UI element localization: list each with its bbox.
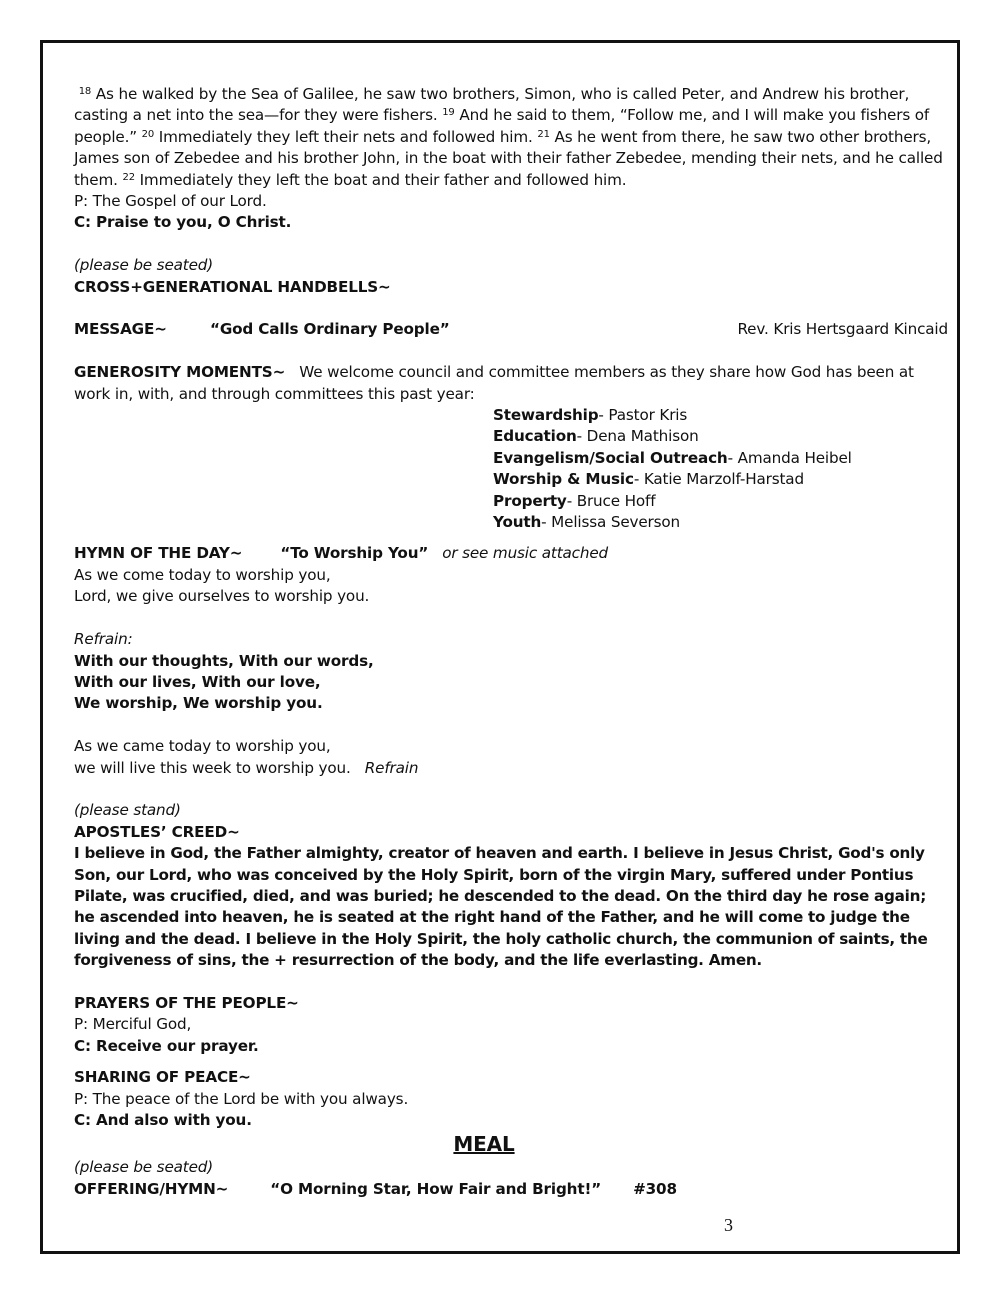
committee-person: - Katie Marzolf-Harstad xyxy=(633,470,804,489)
handbells-heading: CROSS+GENERATIONAL HANDBELLS~ xyxy=(74,277,391,296)
refrain-lyric: With our thoughts, With our words, xyxy=(74,651,374,670)
meal-section-heading: MEAL xyxy=(453,1132,515,1157)
message-row xyxy=(74,319,948,340)
committee-name: Evangelism/Social Outreach xyxy=(493,448,728,467)
peace-heading: SHARING OF PEACE~ xyxy=(74,1068,251,1087)
gospel-reading xyxy=(74,84,948,191)
prayers-heading: PRAYERS OF THE PEOPLE~ xyxy=(74,993,299,1012)
bulletin-content xyxy=(74,84,948,1200)
verse-number: 18 xyxy=(78,86,92,97)
generosity-text-continued: work in, with, and through committees this past year: xyxy=(74,384,475,403)
page-number: 3 xyxy=(724,1215,733,1235)
committee-name: Youth xyxy=(493,513,542,532)
committee-item xyxy=(493,491,948,512)
committee-person: - Melissa Severson xyxy=(541,513,681,532)
pastor-response: P: Merciful God, xyxy=(74,1015,192,1034)
hymn-lyric: we will live this week to worship you. xyxy=(74,758,351,777)
message-heading: MESSAGE~ xyxy=(74,320,167,339)
offering-hymn-title: “O Morning Star, How Fair and Bright!” xyxy=(270,1179,602,1198)
generosity-intro xyxy=(74,362,948,383)
generosity-heading: GENEROSITY MOMENTS~ xyxy=(74,363,286,382)
committee-item xyxy=(493,469,948,490)
offering-row xyxy=(74,1179,948,1200)
pastor-response: P: The Gospel of our Lord. xyxy=(74,192,267,211)
congregation-response: C: And also with you. xyxy=(74,1110,252,1129)
hymn-lyric: Lord, we give ourselves to worship you. xyxy=(74,587,370,606)
hymn-lyric: As we come today to worship you, xyxy=(74,565,331,584)
committee-item xyxy=(493,448,948,469)
committee-item xyxy=(493,405,948,426)
hymn-note: or see music attached xyxy=(442,544,609,563)
committee-item xyxy=(493,512,948,533)
creed-heading: APOSTLES’ CREED~ xyxy=(74,822,240,841)
hymn-title: “To Worship You” xyxy=(280,544,429,563)
committee-name: Property xyxy=(493,491,567,510)
congregation-response: C: Receive our prayer. xyxy=(74,1036,259,1055)
committee-item xyxy=(493,426,948,447)
verse-text: Immediately they left the boat and their father and followed him. xyxy=(134,170,627,189)
offering-hymn-number: #308 xyxy=(633,1179,677,1198)
seating-instruction: (please be seated) xyxy=(74,1158,214,1177)
committee-person: - Amanda Heibel xyxy=(727,448,852,467)
refrain-label: Refrain: xyxy=(74,630,133,649)
refrain-lyric: We worship, We worship you. xyxy=(74,694,323,713)
verse-text: And he said to them, “Follow me, and I will make you fishers of people.” xyxy=(74,106,930,146)
verse-number: 20 xyxy=(141,128,155,140)
offering-heading: OFFERING/HYMN~ xyxy=(74,1179,229,1198)
committee-name: Education xyxy=(493,427,577,446)
seating-instruction: (please be seated) xyxy=(74,256,214,275)
message-speaker: Rev. Kris Hertsgaard Kincaid xyxy=(737,320,948,339)
committee-list xyxy=(493,405,948,533)
hymn-row xyxy=(74,543,948,564)
verse-text: As he went from there, he saw two other brothers, James son of Zebedee and his brother John, in the boat with their father Zebedee, mending their nets, and he called them. xyxy=(74,127,943,189)
verse-text: As he walked by the Sea of Galilee, he saw two brothers, Simon, who is called Peter, and Andrew his brother, casting a net into the sea—for they were fishers. xyxy=(74,85,910,125)
verse-text: Immediately they left their nets and followed him. xyxy=(154,127,538,146)
pastor-response: P: The peace of the Lord be with you always. xyxy=(74,1089,409,1108)
committee-person: - Pastor Kris xyxy=(598,406,688,425)
verse-number: 21 xyxy=(537,128,550,140)
committee-name: Stewardship xyxy=(493,406,599,425)
verse-number: 19 xyxy=(442,107,455,119)
hymn-lyric: As we came today to worship you, xyxy=(74,737,331,756)
committee-person: - Bruce Hoff xyxy=(566,491,656,510)
committee-name: Worship & Music xyxy=(493,470,634,489)
standing-instruction: (please stand) xyxy=(74,801,181,820)
refrain-lyric: With our lives, With our love, xyxy=(74,672,321,691)
committee-person: - Dena Mathison xyxy=(576,427,699,446)
verse-number: 22 xyxy=(122,171,135,183)
generosity-text: We welcome council and committee members as they share how God has been at xyxy=(299,363,914,382)
congregation-response: C: Praise to you, O Christ. xyxy=(74,213,292,232)
refrain-cue: Refrain xyxy=(364,758,419,777)
hymn-lyric-with-cue xyxy=(74,758,948,779)
creed-text: I believe in God, the Father almighty, creator of heaven and earth. I believe in Jesus Christ, God's only Son, our Lord, who was conceived by the Holy Spirit, born of the virgin Mary, suffered under Pontius Pilate, was crucified, died, and was buried; he descended to the dead. On the third day he rose again; he ascended into heaven, he is seated at the right hand of the Father, and he will come to judge the living and the dead. I believe in the Holy Spirit, the holy catholic church, the communion of saints, the forgiveness of sins, the + resurrection of the body, and the life everlasting. Amen. xyxy=(74,844,928,970)
hymn-heading: HYMN OF THE DAY~ xyxy=(74,544,243,563)
message-title: “God Calls Ordinary People” xyxy=(210,320,450,339)
